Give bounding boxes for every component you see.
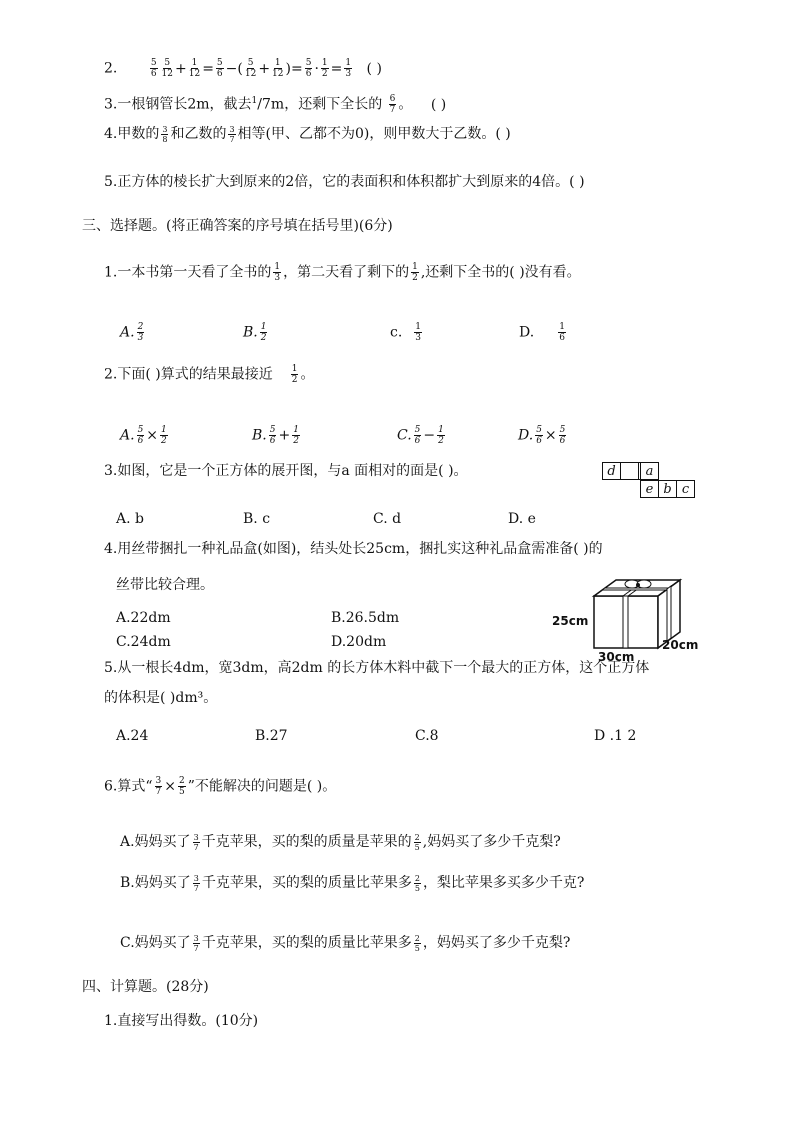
option-b[interactable]: B.26.5dm bbox=[331, 610, 400, 626]
option-a[interactable]: A.24 bbox=[116, 728, 149, 744]
option-b[interactable]: B.妈妈买了 $\frac{3}{7}$ 千克苹果，买的梨的质量比苹果多 $\frac{2}{5}$ ，梨比苹果多买多少千克? bbox=[120, 873, 585, 893]
option-b[interactable]: B. $\frac{1}{2}$ bbox=[243, 322, 267, 343]
option-d[interactable]: D .1 2 bbox=[594, 728, 637, 744]
choice-q1: 1.一本书第一天看了全书的 $\frac{1}{3}$ ，第二天看了剩下的 $\frac{1}{2}$ ,还剩下全书的( )没有看。 bbox=[104, 262, 581, 283]
choice-q6: 6.算式“ $\frac{3}{7}$ × $\frac{2}{5}$ ”不能解决的问题是( )。 bbox=[104, 776, 337, 797]
choice-q4: 4.用丝带捆扎一种礼品盒(如图)，结头处长25cm，捆扎实这种礼品盒需准备( )的 bbox=[104, 541, 603, 557]
option-a[interactable]: A.22dm bbox=[116, 610, 171, 626]
dimension-length: 30cm bbox=[598, 650, 635, 664]
net-face-blank bbox=[620, 462, 639, 480]
choice-q3: 3.如图，它是一个正方体的展开图，与a 面相对的面是( )。 bbox=[104, 463, 468, 479]
choice-q2: 2.下面( )算式的结果最接近 $\frac{1}{2}$ 。 bbox=[104, 364, 315, 385]
option-b[interactable]: B. $\frac{5}{6}$ + $\frac{1}{2}$ bbox=[252, 425, 299, 446]
option-b[interactable]: B. c bbox=[243, 511, 271, 527]
net-face-a: a bbox=[640, 462, 659, 480]
calc-q1: 1.直接写出得数。(10分) bbox=[104, 1013, 259, 1029]
judge-q2-expression: $\frac{5}{6}$ $\frac{5}{12}$ + $\frac{1}{12}$ = $\frac{5}{6}$ −( $\frac{5}{12}$ + $\frac{1}{12}$ )= $\frac{5}{6}$ · $\frac{1}{2}$ = $\frac{1}{3}$ bbox=[150, 58, 352, 79]
answer-paren[interactable]: ( ) bbox=[366, 60, 382, 77]
judge-q3: 3.一根钢管长2m，截去$^1$/7m，还剩下全长的 $\frac{6}{7}$ 。 ( ) bbox=[104, 94, 447, 116]
option-d[interactable]: D. $\frac{1}{6}$ bbox=[519, 322, 565, 343]
option-a[interactable]: A. $\frac{2}{3}$ bbox=[120, 322, 144, 343]
judge-q4: 4.甲数的 $\frac{3}{8}$ 和乙数的 $\frac{3}{7}$ 相等(甲、乙都不为0)，则甲数大于乙数。( ) bbox=[104, 124, 511, 144]
judge-q2: 2. $\frac{5}{6}$ $\frac{5}{12}$ + $\frac{1}{12}$ = $\frac{5}{6}$ −( $\frac{5}{12}$ + $\frac{1}{12}$ )= $\frac{5}{6}$ · $\frac{1}{2}$ = $\frac{1}{3}$ ( ) bbox=[104, 58, 382, 79]
option-d[interactable]: D. e bbox=[508, 511, 536, 527]
option-d[interactable]: D.20dm bbox=[331, 634, 387, 650]
answer-paren[interactable]: ( ) bbox=[430, 96, 447, 113]
option-b[interactable]: B.27 bbox=[255, 728, 288, 744]
option-d[interactable]: D. $\frac{5}{6}$ × $\frac{5}{6}$ bbox=[518, 425, 566, 446]
dimension-height: 25cm bbox=[552, 614, 589, 628]
option-c[interactable]: C.8 bbox=[415, 728, 439, 744]
option-a[interactable]: A. $\frac{5}{6}$ × $\frac{1}{2}$ bbox=[120, 425, 167, 446]
net-face-c: c bbox=[676, 480, 695, 498]
option-a[interactable]: A.妈妈买了 $\frac{3}{7}$ 千克苹果，买的梨的质量是苹果的 $\frac{2}{5}$ ,妈妈买了多少千克梨? bbox=[120, 832, 561, 852]
net-face-e: e bbox=[640, 480, 659, 498]
net-face-d: d bbox=[602, 462, 621, 480]
judge-q5: 5.正方体的棱长扩大到原来的2倍，它的表面积和体积都扩大到原来的4倍。( ) bbox=[104, 174, 585, 190]
section-title: 三、选择题。(将正确答案的序号填在括号里)(6分) bbox=[82, 218, 393, 234]
section-title: 四、计算题。(28分) bbox=[82, 979, 209, 995]
option-c[interactable]: C. d bbox=[373, 511, 402, 527]
gift-box-figure bbox=[552, 574, 712, 666]
choice-q5: 5.从一根长4dm，宽3dm，高2dm 的长方体木料中截下一个最大的正方体，这个正方体 bbox=[104, 660, 650, 676]
option-c[interactable]: C. $\frac{5}{6}$ − $\frac{1}{2}$ bbox=[397, 425, 444, 446]
net-face-b: b bbox=[658, 480, 677, 498]
choice-q5-cont: 的体积是( )dm³。 bbox=[104, 690, 218, 706]
option-c[interactable]: C.妈妈买了 $\frac{3}{7}$ 千克苹果，买的梨的质量比苹果多 $\frac{2}{5}$ ，妈妈买了多少千克梨? bbox=[120, 933, 571, 953]
option-a[interactable]: A. b bbox=[116, 511, 144, 527]
option-c[interactable]: C.24dm bbox=[116, 634, 171, 650]
dimension-width: 20cm bbox=[662, 638, 699, 652]
option-c[interactable]: c. $\frac{1}{3}$ bbox=[390, 322, 422, 343]
choice-q4-cont: 丝带比较合理。 bbox=[116, 577, 214, 593]
cube-net-figure bbox=[602, 459, 698, 499]
